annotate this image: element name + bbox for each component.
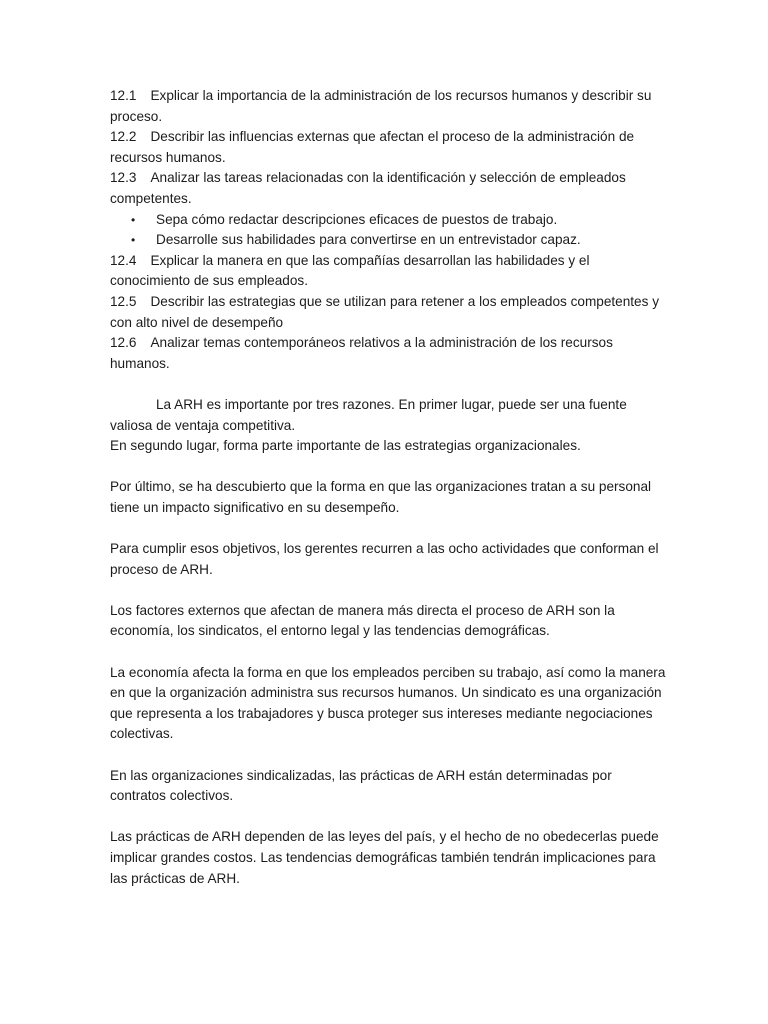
objective-12-3 [110, 168, 666, 209]
objective-number: 12.4 [110, 252, 137, 268]
spacer [110, 642, 666, 663]
document-page [110, 86, 666, 889]
spacer [110, 457, 666, 478]
spacer [110, 374, 666, 395]
bullet-text: Desarrolle sus habilidades para convertirse en un entrevistador capaz. [156, 232, 581, 248]
bullet-item [110, 210, 666, 231]
objective-12-2 [110, 127, 666, 168]
objective-12-4 [110, 251, 666, 292]
paragraph-laws: Las prácticas de ARH dependen de las leyes del país, y el hecho de no obedecerlas puede implicar grandes costos. Las tendencias demográficas también tendrán implicaciones para las prácticas de ARH. [110, 829, 659, 886]
spacer [110, 580, 666, 601]
paragraph-arh-importance: La ARH es importante por tres razones. En primer lugar, puede ser una fuente valiosa de ventaja competitiva. [110, 396, 627, 433]
bullet-text: Sepa cómo redactar descripciones eficaces de puestos de trabajo. [156, 211, 558, 227]
bullet-item [110, 230, 666, 251]
objective-text: Describir las estrategias que se utilizan para retener a los empleados competentes y con alto nivel de desempeño [110, 293, 659, 330]
objective-text: Explicar la manera en que las compañías desarrollan las habilidades y el conocimiento de sus empleados. [110, 252, 590, 289]
spacer [110, 518, 666, 539]
objective-text: Analizar las tareas relacionadas con la identificación y selección de empleados competentes. [110, 170, 626, 206]
objective-number: 12.3 [110, 170, 137, 186]
objective-text: Analizar temas contemporáneos relativos a la administración de los recursos humanos. [110, 335, 613, 371]
paragraph-second-reason: En segundo lugar, forma parte importante de las estrategias organizacionales. [110, 438, 581, 454]
bullet-list [110, 210, 666, 251]
objective-12-1 [110, 86, 666, 127]
spacer [110, 807, 666, 828]
paragraph-unions: En las organizaciones sindicalizadas, las prácticas de ARH están determinadas por contratos colectivos. [110, 767, 612, 804]
paragraph-external-factors: Los factores externos que afectan de manera más directa el proceso de ARH son la economía, los sindicatos, el entorno legal y las tendencias demográficas. [110, 602, 615, 639]
spacer [110, 745, 666, 766]
objective-text: Explicar la importancia de la administración de los recursos humanos y describir su proceso. [110, 88, 652, 124]
objective-number: 12.1 [110, 88, 137, 103]
bullet-icon: • [131, 212, 136, 227]
paragraph-objectives: Para cumplir esos objetivos, los gerentes recurren a las ocho actividades que conforman el proceso de ARH. [110, 541, 659, 577]
paragraph-economy: La economía afecta la forma en que los empleados perciben su trabajo, así como la manera en que la organización administra sus recursos humanos. Un sindicato es una organización que representa a los trabajadores y busca proteger sus intereses mediante negociaciones colectivas. [110, 664, 666, 742]
bullet-icon: • [131, 233, 136, 248]
objective-number: 12.2 [110, 129, 137, 145]
objective-text: Describir las influencias externas que afectan el proceso de la administración de recursos humanos. [110, 129, 635, 165]
paragraph-last-reason: Por último, se ha descubierto que la forma en que las organizaciones tratan a su personal tiene un impacto significativo en su desempeño. [110, 479, 652, 515]
objective-number: 12.5 [110, 293, 137, 309]
objective-12-5 [110, 292, 666, 333]
objective-number: 12.6 [110, 335, 137, 351]
objective-12-6 [110, 333, 666, 374]
